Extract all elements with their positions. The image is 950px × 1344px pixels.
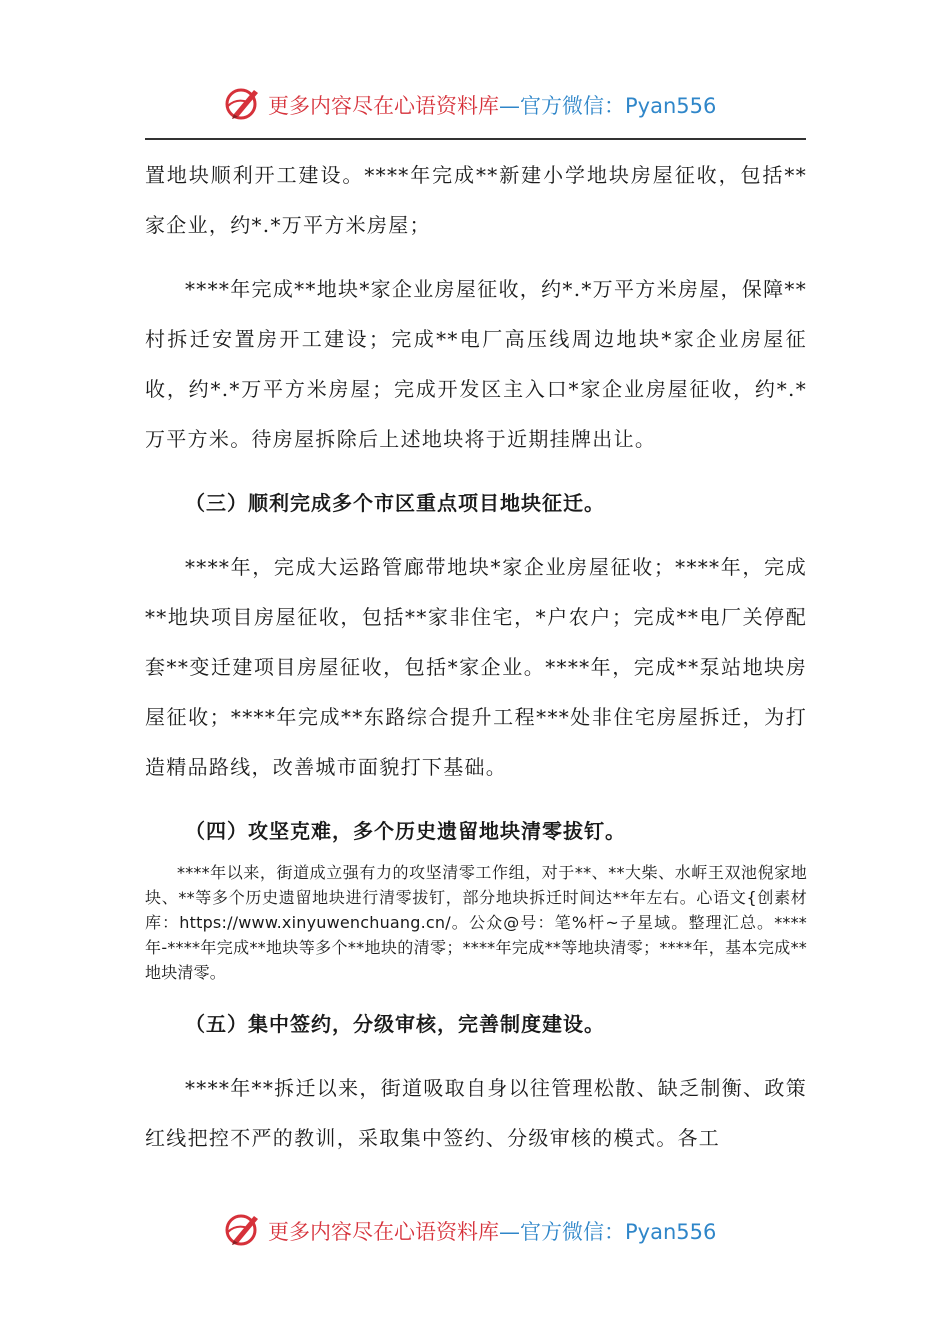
paragraph: ****年**拆迁以来，街道吸取自身以往管理松散、缺乏制衡、政策红线把控不严的教训，采取集中签约、分级审核的模式。各工 xyxy=(145,1076,807,1150)
banner-blue-text: —官方微信：Pyan556 xyxy=(499,94,717,118)
section-heading-4: （四）攻坚克难，多个历史遗留地块清零拔钉。 xyxy=(185,819,626,843)
banner-blue-text: —官方微信：Pyan556 xyxy=(499,1220,717,1244)
banner-red-text: 更多内容尽在心语资料库 xyxy=(268,1220,499,1244)
section-heading-5: （五）集中签约，分级审核，完善制度建设。 xyxy=(185,1012,605,1036)
paragraph: ****年，完成大运路管廊带地块*家企业房屋征收；****年，完成**地块项目房屋征收，包括**家非住宅，*户农户；完成**电厂关停配套**变迁建项目房屋征收，包括*家企业。****年，完成**泵站地块房屋征收；****年完成**东路综合提升工程***处非住宅房屋拆迁，为打造精品路线，改善城市面貌打下基础。 xyxy=(145,555,807,779)
paragraph: ****年完成**地块*家企业房屋征收，约*.*万平方米房屋，保障**村拆迁安置房开工建设；完成**电厂高压线周边地块*家企业房屋征收，约*.*万平方米房屋；完成开发区主入口*家企业房屋征收，约*.*万平方米。待房屋拆除后上述地块将于近期挂牌出让。 xyxy=(145,277,807,451)
paragraph-small: ****年以来，街道成立强有力的攻坚清零工作组，对于**、**大柴、水㟁王双池倪家地块、**等多个历史遗留地块进行清零拔钉，部分地块拆迁时间达**年左右。心语文{创素材库：https://www.xinyuwenchuang.cn/。公众@号：笔%杆~子星域。整理汇总。****年-****年完成**地块等多个**地块的清零；****年完成**等地块清零；****年，基本完成**地块清零。 xyxy=(145,863,807,982)
pen-logo-icon xyxy=(224,84,262,122)
pen-logo-icon xyxy=(224,1210,262,1248)
footer-banner xyxy=(0,1206,950,1256)
section-heading-3: （三）顺利完成多个市区重点项目地块征迁。 xyxy=(185,491,605,515)
header-banner-text xyxy=(268,90,716,120)
header-banner xyxy=(0,80,950,130)
paragraph-continuation: 置地块顺利开工建设。****年完成**新建小学地块房屋征收，包括**家企业，约*.*万平方米房屋； xyxy=(145,163,807,237)
footer-banner-text xyxy=(268,1216,716,1246)
header-divider xyxy=(145,138,806,140)
banner-red-text: 更多内容尽在心语资料库 xyxy=(268,94,499,118)
document-body xyxy=(145,150,807,1163)
